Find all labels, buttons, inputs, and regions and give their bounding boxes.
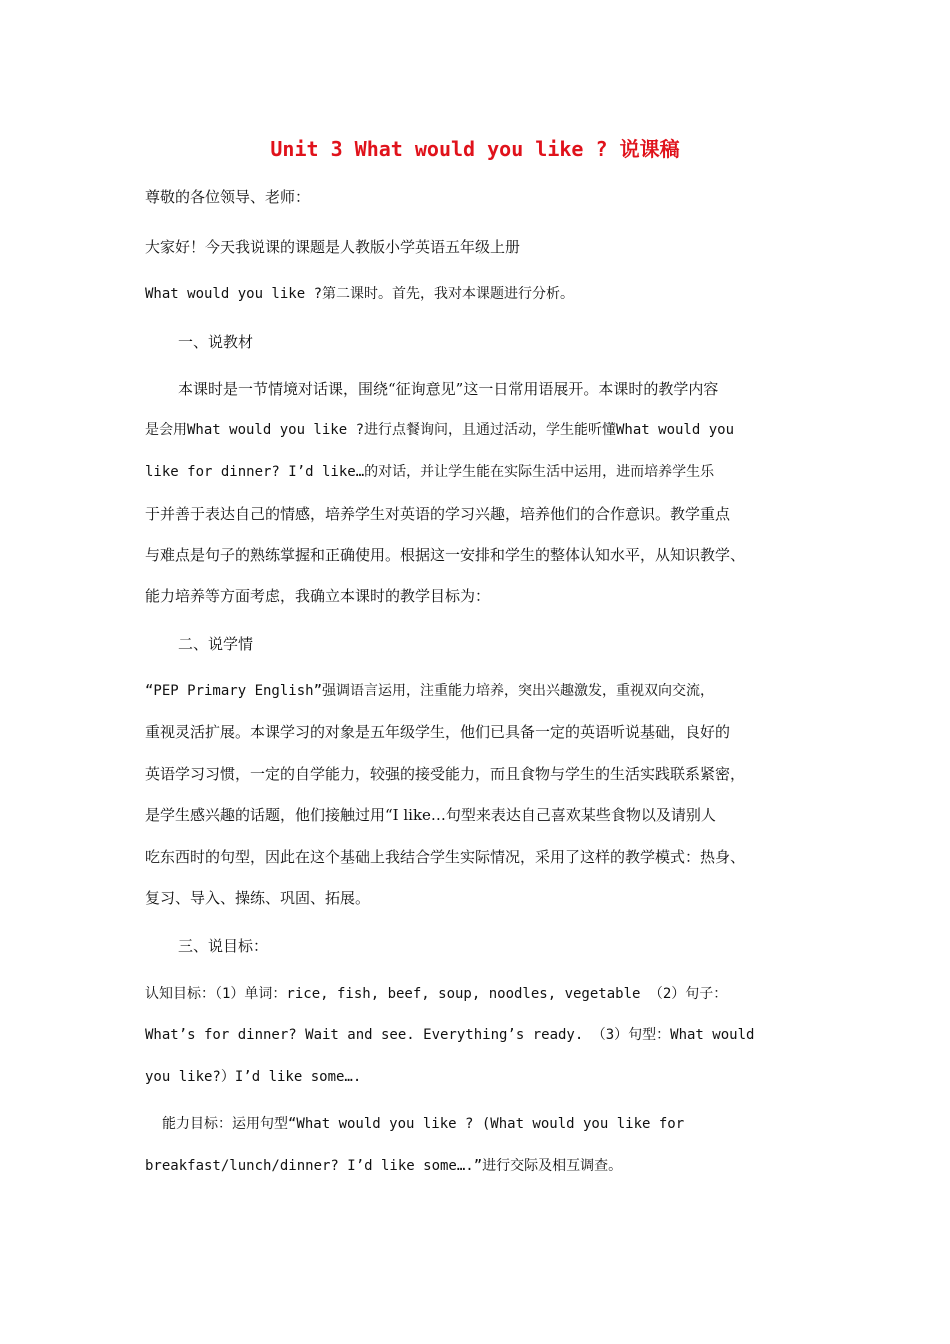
intro-line-2: What would you like ?第二课时。首先，我对本课题进行分析。 bbox=[145, 286, 575, 302]
objective-line: 能力目标：运用句型“What would you like ? (What would you like for bbox=[162, 1116, 685, 1132]
paragraph-line: 吃东西时的句型，因此在这个基础上我结合学生实际情况，采用了这样的教学模式：热身、 bbox=[145, 848, 746, 866]
intro-line-1: 大家好！今天我说课的课题是人教版小学英语五年级上册 bbox=[145, 238, 521, 256]
objective-line: breakfast/lunch/dinner? I’d like some….”进行交际及相互调查。 bbox=[145, 1158, 623, 1174]
paragraph-line: “PEP Primary English”强调语言运用，注重能力培养，突出兴趣激发，重视双向交流， bbox=[145, 683, 715, 699]
paragraph-line: 本课时是一节情境对话课，围绕“征询意见”这一日常用语展开。本课时的教学内容 bbox=[178, 380, 719, 398]
paragraph-line: 于并善于表达自己的情感，培养学生对英语的学习兴趣，培养他们的合作意识。教学重点 bbox=[145, 505, 731, 523]
paragraph-line: 能力培养等方面考虑，我确立本课时的教学目标为： bbox=[145, 587, 491, 605]
paragraph-line: like for dinner? I’d like…的对话，并让学生能在实际生活中运用，进而培养学生乐 bbox=[145, 464, 715, 480]
objective-line: you like?）I’d like some…. bbox=[145, 1069, 362, 1085]
section-heading-students: 二、说学情 bbox=[178, 635, 254, 653]
paragraph-line: 是会用What would you like ?进行点餐询问，且通过活动，学生能听懂What would you bbox=[145, 422, 735, 438]
paragraph-line: 是学生感兴趣的话题，他们接触过用“I like…句型来表达自己喜欢某些食物以及请别人 bbox=[145, 806, 716, 824]
paragraph-line: 复习、导入、操练、巩固、拓展。 bbox=[145, 889, 371, 907]
objective-line: 认知目标：（1）单词：rice, fish, beef, soup, noodles, vegetable （2）句子： bbox=[145, 986, 728, 1002]
greeting-line: 尊敬的各位领导、老师： bbox=[145, 188, 311, 206]
paragraph-line: 与难点是句子的熟练掌握和正确使用。根据这一安排和学生的整体认知水平，从知识教学、 bbox=[145, 546, 746, 564]
document-title: Unit 3 What would you like ? 说课稿 bbox=[270, 137, 680, 161]
section-heading-textbook: 一、说教材 bbox=[178, 333, 254, 351]
objective-line: What’s for dinner? Wait and see. Everything’s ready. （3）句型：What would bbox=[145, 1027, 755, 1043]
section-heading-objectives: 三、说目标： bbox=[178, 937, 269, 955]
paragraph-line: 英语学习习惯，一定的自学能力，较强的接受能力，而且食物与学生的生活实践联系紧密， bbox=[145, 765, 746, 783]
paragraph-line: 重视灵活扩展。本课学习的对象是五年级学生，他们已具备一定的英语听说基础，良好的 bbox=[145, 723, 731, 741]
